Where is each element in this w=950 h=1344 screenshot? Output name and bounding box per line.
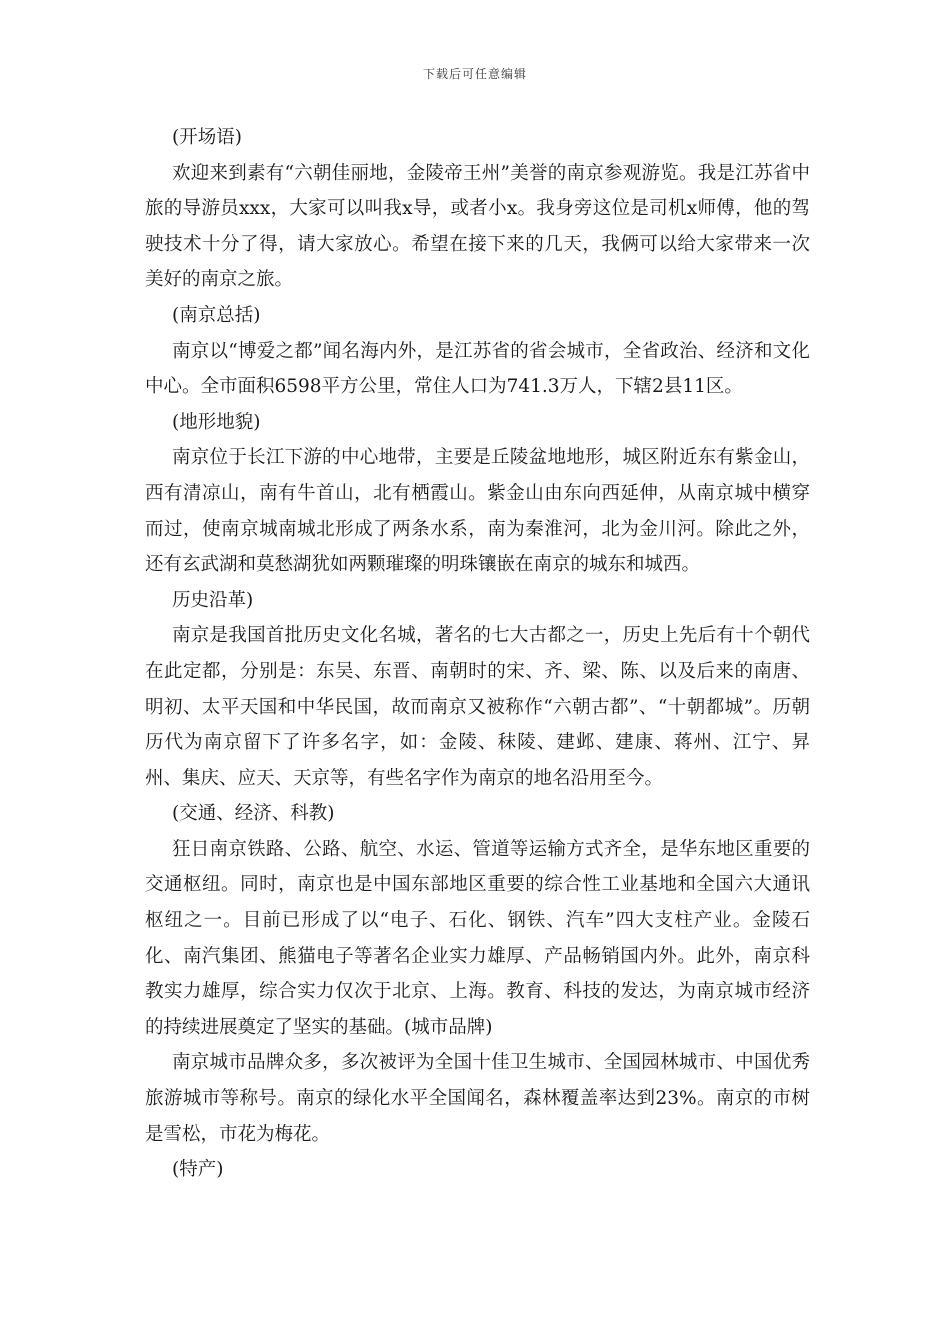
heading-nanjing-overview: (南京总括) [172, 304, 261, 326]
heading-opening-remarks: (开场语) [172, 127, 242, 148]
heading-transport-economy-education: (交通、经济、科教) [172, 803, 335, 825]
paragraph-overview: 南京以“博爱之都”闻名海内外，是江苏省的省会城市，全省政治、经济和文化中心。全市面积6598平方公里，常住人口为741.3万人，下辖2县11区。 [145, 340, 810, 398]
heading-history: 历史沿革) [172, 589, 254, 611]
paragraph-city-brand: 南京城市品牌众多，多次被评为全国十佳卫生城市、全国园林城市、中国优秀旅游城市等称号。南京的绿化水平全国闻名，森林覆盖率达到23%。南京的市树是雪松，市花为梅花。 [145, 1052, 810, 1145]
heading-terrain: (地形地貌) [172, 411, 261, 433]
document-body [145, 120, 810, 1188]
paragraph-welcome: 欢迎来到素有“六朝佳丽地，金陵帝王州”美誉的南京参观游览。我是江苏省中旅的导游员xxx，大家可以叫我x导，或者小x。我身旁这位是司机x师傅，他的驾驶技术十分了得，请大家放心。希望在接下来的几天，我俩可以给大家带来一次美好的南京之旅。 [145, 162, 810, 291]
page-header: 下载后可任意编辑 [422, 67, 527, 81]
paragraph-transport-economy-education: 狂日南京铁路、公路、航空、水运、管道等运输方式齐全，是华东地区重要的交通枢纽。同时，南京也是中国东部地区重要的综合性工业基地和全国六大通讯枢纽之一。目前已形成了以“电子、石化、钢铁、汽车”四大支柱产业。金陵石化、南汽集团、熊猫电子等著名企业实力雄厚、产品畅销国内外。此外，南京科教实力雄厚，综合实力仅次于北京、上海。教育、科技的发达，为南京城市经济的持续进展奠定了坚实的基础。(城市品牌) [145, 838, 810, 1038]
heading-specialties: (特产) [172, 1159, 224, 1181]
paragraph-terrain: 南京位于长江下游的中心地带，主要是丘陵盆地地形，城区附近东有紫金山，西有清凉山，南有牛首山，北有栖霞山。紫金山由东向西延伸，从南京城中横穿而过，使南京城南城北形成了两条水系，南为秦淮河，北为金川河。除此之外，还有玄武湖和莫愁湖犹如两颗璀璨的明珠镶嵌在南京的城东和城西。 [145, 447, 810, 576]
paragraph-history: 南京是我国首批历史文化名城，著名的七大古都之一，历史上先后有十个朝代在此定都，分别是：东吴、东晋、南朝时的宋、齐、梁、陈、以及后来的南唐、明初、太平天国和中华民国，故而南京又被称作“六朝古都”、“十朝都城”。历朝历代为南京留下了许多名字，如：金陵、秣陵、建邺、建康、蒋州、江宁、昇州、集庆、应天、天京等，有些名字作为南京的地名沿用至今。 [145, 625, 810, 789]
